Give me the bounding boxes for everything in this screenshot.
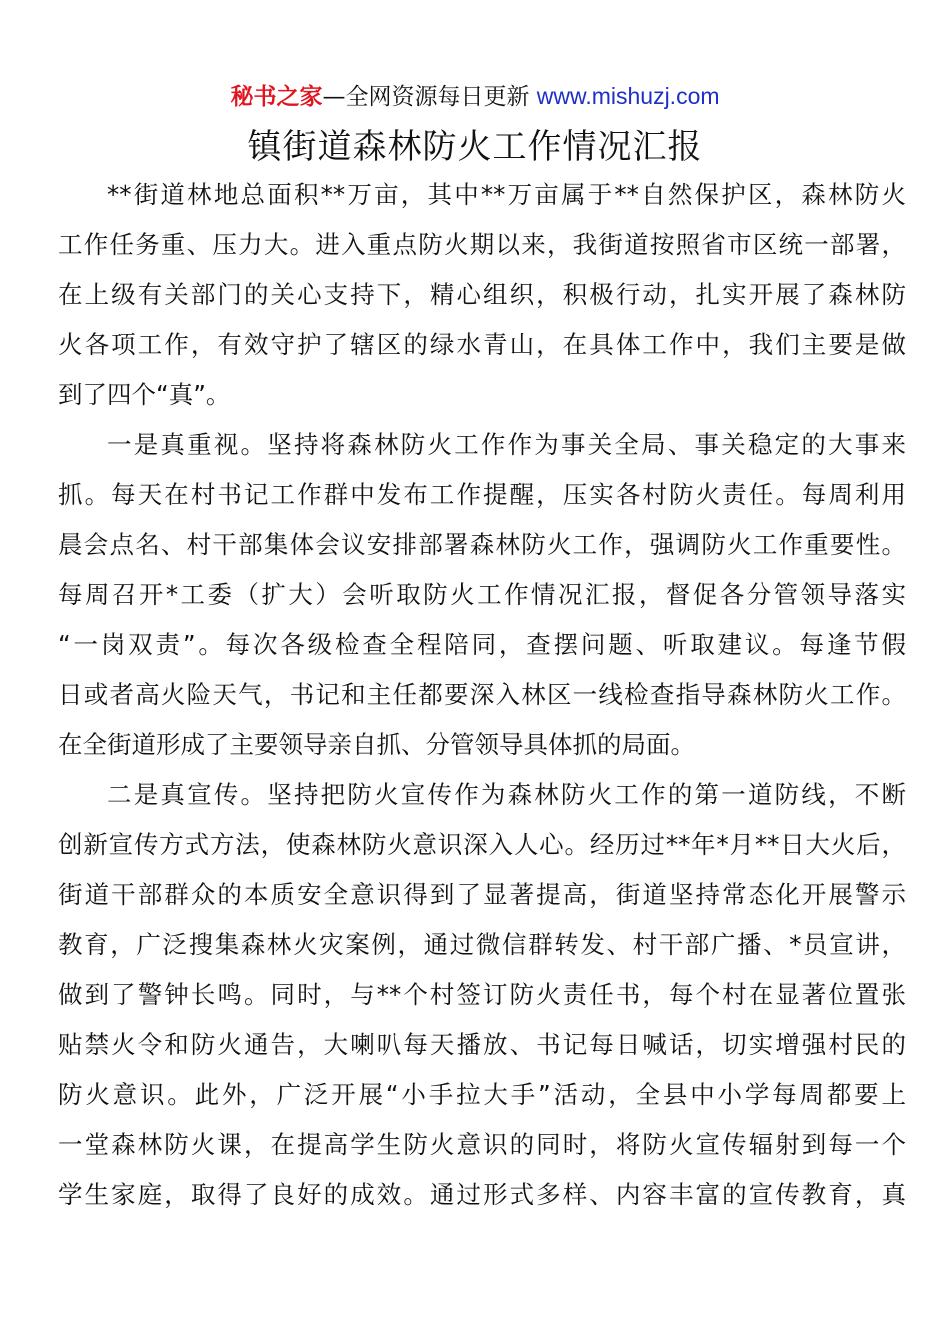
paragraph-3-line-9: 学生家庭，取得了良好的成效。通过形式多样、内容丰富的宣传教育，真 xyxy=(58,1180,906,1209)
document-title: 镇街道森林防火工作情况汇报 xyxy=(247,127,703,167)
paragraph-1-line-5: 到了四个“真”。 xyxy=(58,380,231,409)
paragraph-1-line-3: 在上级有关部门的关心支持下，精心组织，积极行动，扎实开展了森林防 xyxy=(58,280,906,309)
paragraph-3-line-1: 二是真宣传。坚持把防火宣传作为森林防火工作的第一道防线，不断 xyxy=(107,780,906,809)
paragraph-2-line-1: 一是真重视。坚持将森林防火工作作为事关全局、事关稳定的大事来 xyxy=(107,430,906,459)
paragraph-3-line-6: 贴禁火令和防火通告，大喇叭每天播放、书记每日喊话，切实增强村民的 xyxy=(58,1030,906,1059)
paragraph-3-line-2: 创新宣传方式方法，使森林防火意识深入人心。经历过**年*月**日大火后， xyxy=(58,830,906,859)
brand-name: 秘书之家 xyxy=(230,84,323,110)
paragraph-1-line-1: **街道林地总面积**万亩，其中**万亩属于**自然保护区，森林防火 xyxy=(107,180,906,209)
document-body xyxy=(58,170,906,1220)
paragraph-3-line-5: 做到了警钟长鸣。同时，与**个村签订防火责任书，每个村在显著位置张 xyxy=(58,980,906,1009)
paragraph-2-line-7: 在全街道形成了主要领导亲自抓、分管领导具体抓的局面。 xyxy=(58,730,695,759)
site-tagline: —全网资源每日更新 xyxy=(322,84,530,110)
paragraph-2-line-4: 每周召开*工委（扩大）会听取防火工作情况汇报，督促各分管领导落实 xyxy=(58,580,906,609)
paragraph-3-line-3: 街道干部群众的本质安全意识得到了显著提高，街道坚持常态化开展警示 xyxy=(58,880,906,909)
paragraph-1-line-2: 工作任务重、压力大。进入重点防火期以来，我街道按照省市区统一部署， xyxy=(58,230,906,259)
paragraph-2-line-3: 晨会点名、村干部集体会议安排部署森林防火工作，强调防火工作重要性。 xyxy=(58,530,906,559)
paragraph-3-line-4: 教育，广泛搜集森林火灾案例，通过微信群转发、村干部广播、*员宣讲， xyxy=(58,930,906,959)
paragraph-3-line-7: 防火意识。此外，广泛开展“小手拉大手”活动，全县中小学每周都要上 xyxy=(58,1080,906,1109)
paragraph-2-line-5: “一岗双责”。每次各级检查全程陪同，查摆问题、听取建议。每逢节假 xyxy=(58,630,906,659)
paragraph-2-line-6: 日或者高火险天气，书记和主任都要深入林区一线检查指导森林防火工作。 xyxy=(58,680,906,709)
site-url[interactable]: www.mishuzj.com xyxy=(536,83,720,109)
paragraph-3-line-8: 一堂森林防火课，在提高学生防火意识的同时，将防火宣传辐射到每一个 xyxy=(58,1130,906,1159)
site-header xyxy=(0,80,950,113)
paragraph-1-line-4: 火各项工作，有效守护了辖区的绿水青山，在具体工作中，我们主要是做 xyxy=(58,330,906,359)
paragraph-2-line-2: 抓。每天在村书记工作群中发布工作提醒，压实各村防火责任。每周利用 xyxy=(58,480,906,509)
